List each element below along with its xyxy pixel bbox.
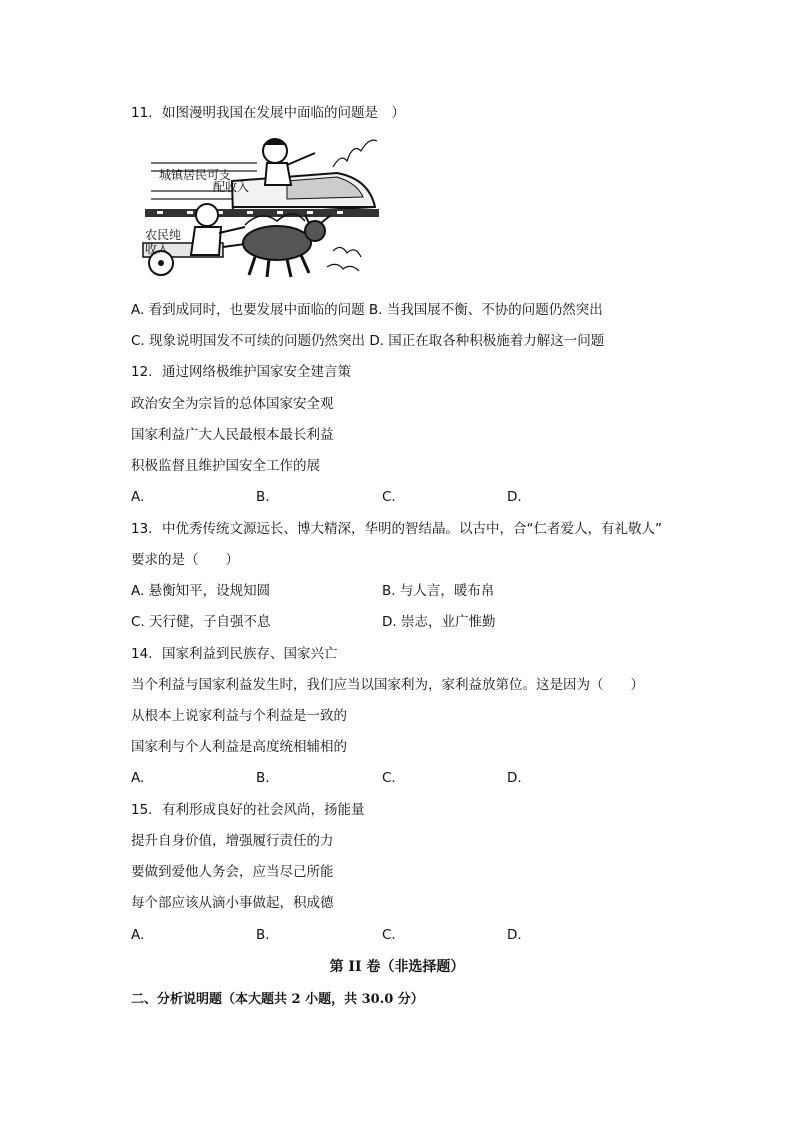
q15-option-c[interactable]: C. [382, 927, 396, 943]
q14-statement-2: 从根本上说家利益与个利益是一致的 [131, 708, 347, 724]
label-rural-income: 农民纯 [145, 228, 182, 242]
q13-stem-continued: 要求的是（ ） [131, 552, 239, 568]
q12-statement-1: 政治安全为宗旨的总体国家安全观 [131, 396, 334, 412]
q12-option-c[interactable]: C. [382, 489, 396, 505]
q11-option-a[interactable]: A. 看到成同时，也要发展中面临的问题 [131, 302, 365, 318]
q14-option-b[interactable]: B. [256, 770, 270, 786]
q11-options-row2 [131, 332, 604, 350]
q12-statement-3: 积极监督且维护国安全工作的展 [131, 458, 320, 474]
q15-statement-1: 提升自身价值，增强履行责任的力 [131, 833, 334, 849]
q15-number: 15. [131, 802, 153, 818]
q12-option-a[interactable]: A. [131, 489, 145, 505]
q15-stem: 15. 有利形成良好的社会风尚，扬能量 [131, 802, 365, 818]
q11-option-b[interactable]: B. 当我国展不衡、不协的问题仍然突出 [368, 302, 603, 318]
part-title: 二、分析说明题（本大题共 2 小题，共 30.0 分） [131, 992, 424, 1007]
q13-option-a[interactable]: A. 悬衡知平，设规知圆 [131, 583, 271, 599]
q15-option-b[interactable]: B. [256, 927, 270, 943]
q14-option-a[interactable]: A. [131, 770, 145, 786]
q13-option-d[interactable]: D. 崇志，业广惟勤 [382, 614, 496, 630]
q14-number: 14. [131, 646, 153, 662]
q11-options-row1 [131, 301, 603, 319]
q15-option-d[interactable]: D. [507, 927, 522, 943]
q12-stem: 12. 通过网络极维护国家安全建言策 [131, 364, 351, 380]
q15-statement-3: 每个部应该从滴小事做起，积成德 [131, 895, 334, 911]
q14-statement-3: 国家利与个人利益是高度统相辅相的 [131, 739, 347, 755]
q13-number: 13. [131, 521, 153, 537]
q12-statement-2: 国家利益广大人民最根本最长利益 [131, 427, 334, 443]
q15-statement-2: 要做到爱他人务会，应当尽己所能 [131, 864, 334, 880]
q13-option-b[interactable]: B. 与人言，暖布帛 [382, 583, 495, 599]
cartoon-illustration [137, 133, 379, 286]
section-title: 第 II 卷（非选择题） [329, 959, 465, 975]
q14-option-c[interactable]: C. [382, 770, 396, 786]
q12-option-b[interactable]: B. [256, 489, 270, 505]
q11-option-c[interactable]: C. 现象说明国发不可续的问题仍然突出 [131, 333, 366, 349]
q14-statement-1: 当个利益与国家利益发生时，我们应当以国家利为，家利益放第位。这是因为（ ） [131, 677, 644, 693]
label-city-income: 城镇居民可支 [159, 168, 232, 182]
q11-number: 11. [131, 105, 153, 121]
q11-option-d[interactable]: D. 国正在取各种积极施着力解这一问题 [369, 333, 605, 349]
q15-option-a[interactable]: A. [131, 927, 145, 943]
q11-cartoon [137, 133, 379, 286]
label-rural-income-2: 收入 [145, 242, 170, 256]
q13-option-c[interactable]: C. 天行健，子自强不息 [131, 614, 271, 630]
q11-stem: 11. 如图漫明我国在发展中面临的问题是 ） [131, 105, 405, 121]
q13-stem: 13. 中优秀传统文源远长、博大精深，华明的智结晶。以古中，合“仁者爱人，有礼敬人” [131, 521, 662, 537]
q14-option-d[interactable]: D. [507, 770, 522, 786]
label-city-income-2: 配收入 [213, 180, 250, 194]
q12-option-d[interactable]: D. [507, 489, 522, 505]
q12-number: 12. [131, 364, 153, 380]
q14-stem: 14. 国家利益到民族存、国家兴亡 [131, 646, 338, 662]
